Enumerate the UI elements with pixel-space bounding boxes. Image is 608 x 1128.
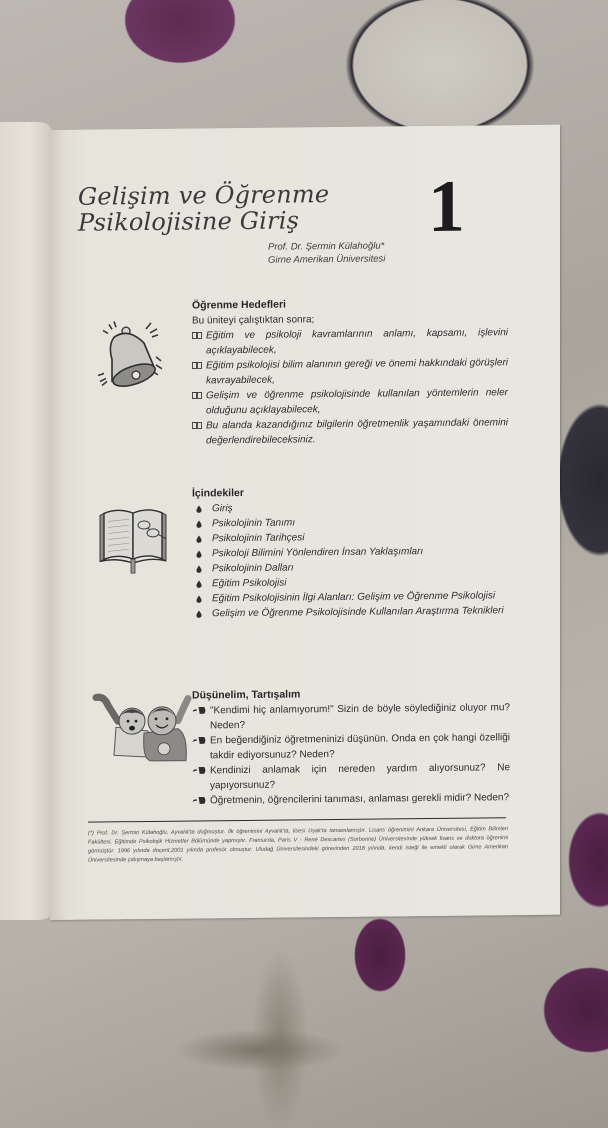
author-name: Prof. Dr. Şermin Külahoğlu* xyxy=(268,240,385,253)
learning-objectives-section xyxy=(192,295,508,448)
contents-item: Psikolojinin Tarihçesi xyxy=(192,528,508,546)
open-book-icon xyxy=(192,361,202,369)
chapter-title-line1: Gelişim ve Öğrenme xyxy=(78,180,330,211)
chapter-title-line2: Psikolojisine Giriş xyxy=(78,206,300,237)
discussion-question: Öğretmenin, öğrencilerini tanıması, anlaması gerekli midir? Neden? xyxy=(192,790,510,808)
footnote-divider xyxy=(88,817,506,822)
chapter-title xyxy=(78,181,329,236)
drop-bullet-icon xyxy=(196,610,202,618)
open-book-icon xyxy=(192,331,202,339)
discussion-question: Kendinizi anlamak için nereden yardım alıyorsunuz? Ne yapıyorsunuz? xyxy=(192,760,510,793)
author-block xyxy=(268,239,385,266)
bell-icon xyxy=(94,319,170,394)
speech-hand-icon xyxy=(192,795,207,805)
chapter-number: 1 xyxy=(428,165,465,249)
objective-item: Eğitim ve psikoloji kavramlarının anlamı, kapsamı, işlevini açıklayabilecek, xyxy=(192,325,508,358)
drop-bullet-icon xyxy=(196,535,202,543)
contents-item: Psikolojinin Tanımı xyxy=(192,513,508,531)
learning-objectives-intro: Bu üniteyi çalıştıktan sonra; xyxy=(192,314,315,327)
drop-bullet-icon xyxy=(196,595,202,603)
contents-item: Gelişim ve Öğrenme Psikolojisinde Kullanılan Araştırma Teknikleri xyxy=(192,603,508,621)
discussion-question: En beğendiğiniz öğretmeninizi düşünün. Onda en çok hangi özelliği takdir ediyorsunuz? Neden? xyxy=(192,730,510,763)
objective-item: Gelişim ve öğrenme psikolojisinde kullanılan yöntemlerin neler olduğunu açıklayabilecek, xyxy=(192,385,508,418)
speech-hand-icon xyxy=(192,705,207,715)
contents-section xyxy=(192,483,508,621)
children-raising-hands-icon xyxy=(90,690,194,765)
discussion-question: "Kendimi hiç anlamıyorum!" Sizin de böyle söylediğiniz oluyor mu? Neden? xyxy=(192,700,510,733)
discussion-section xyxy=(192,685,510,808)
speech-hand-icon xyxy=(192,735,207,745)
book-with-glasses-icon xyxy=(96,501,170,576)
speech-hand-icon xyxy=(192,765,207,775)
left-page-edge xyxy=(0,122,52,920)
drop-bullet-icon xyxy=(196,550,202,558)
book-page xyxy=(50,125,560,920)
drop-bullet-icon xyxy=(196,505,202,513)
drop-bullet-icon xyxy=(196,520,202,528)
open-book-icon xyxy=(192,391,202,399)
objective-item: Bu alanda kazandığınız bilgilerin öğretmenlik yaşamındaki önemini değerlendirebileceksiniz. xyxy=(192,415,508,448)
author-affiliation: Girne Amerikan Üniversitesi xyxy=(268,253,386,266)
discussion-heading: Düşünelim, Tartışalım xyxy=(192,688,301,702)
objective-item: Eğitim psikolojisi bilim alanının gereği ve önemi hakkındaki görüşleri kavrayabilecek, xyxy=(192,355,508,388)
contents-item: Eğitim Psikolojisi xyxy=(192,573,508,591)
open-book-icon xyxy=(192,421,202,429)
drop-bullet-icon xyxy=(196,565,202,573)
contents-item: Psikolojinin Dalları xyxy=(192,558,508,576)
drop-bullet-icon xyxy=(196,580,202,588)
contents-item: Giriş xyxy=(192,498,508,516)
contents-item: Eğitim Psikolojisinin İlgi Alanları: Gelişim ve Öğrenme Psikolojisi xyxy=(192,588,508,606)
contents-heading: İçindekiler xyxy=(192,486,244,500)
author-footnote: (*) Prof. Dr. Şermin Külahoğlu, Ayvalık'ta doğmuştur. İlk öğrenimini Ayvalık'ta, lisesi Uşak'ta tamamlamıştır. Lisans öğrenimini Ankara Üniversitesi, Eğitim Bilimleri Fakültesi, Eğitimde Psikolojik Hizmetler Bölümünde yapmıştır. Fransa'da, Paris V - René Descartes (Sorbonne) Üniversitesinde yüksek lisans ve doktora öğrenimi görmüştür. 1996 yılında doçent,2001 yılında profesör olmuştur. Uludağ Üniversitesindeki görevinden 2018 yılında, kendi isteği ile emekli olarak Girne Amerikan Üniversitesinde çalışmaya başlamıştır. xyxy=(88,826,508,864)
contents-item: Psikoloji Bilimini Yönlendiren İnsan Yaklaşımları xyxy=(192,543,508,561)
learning-objectives-heading: Öğrenme Hedefleri xyxy=(192,298,286,312)
